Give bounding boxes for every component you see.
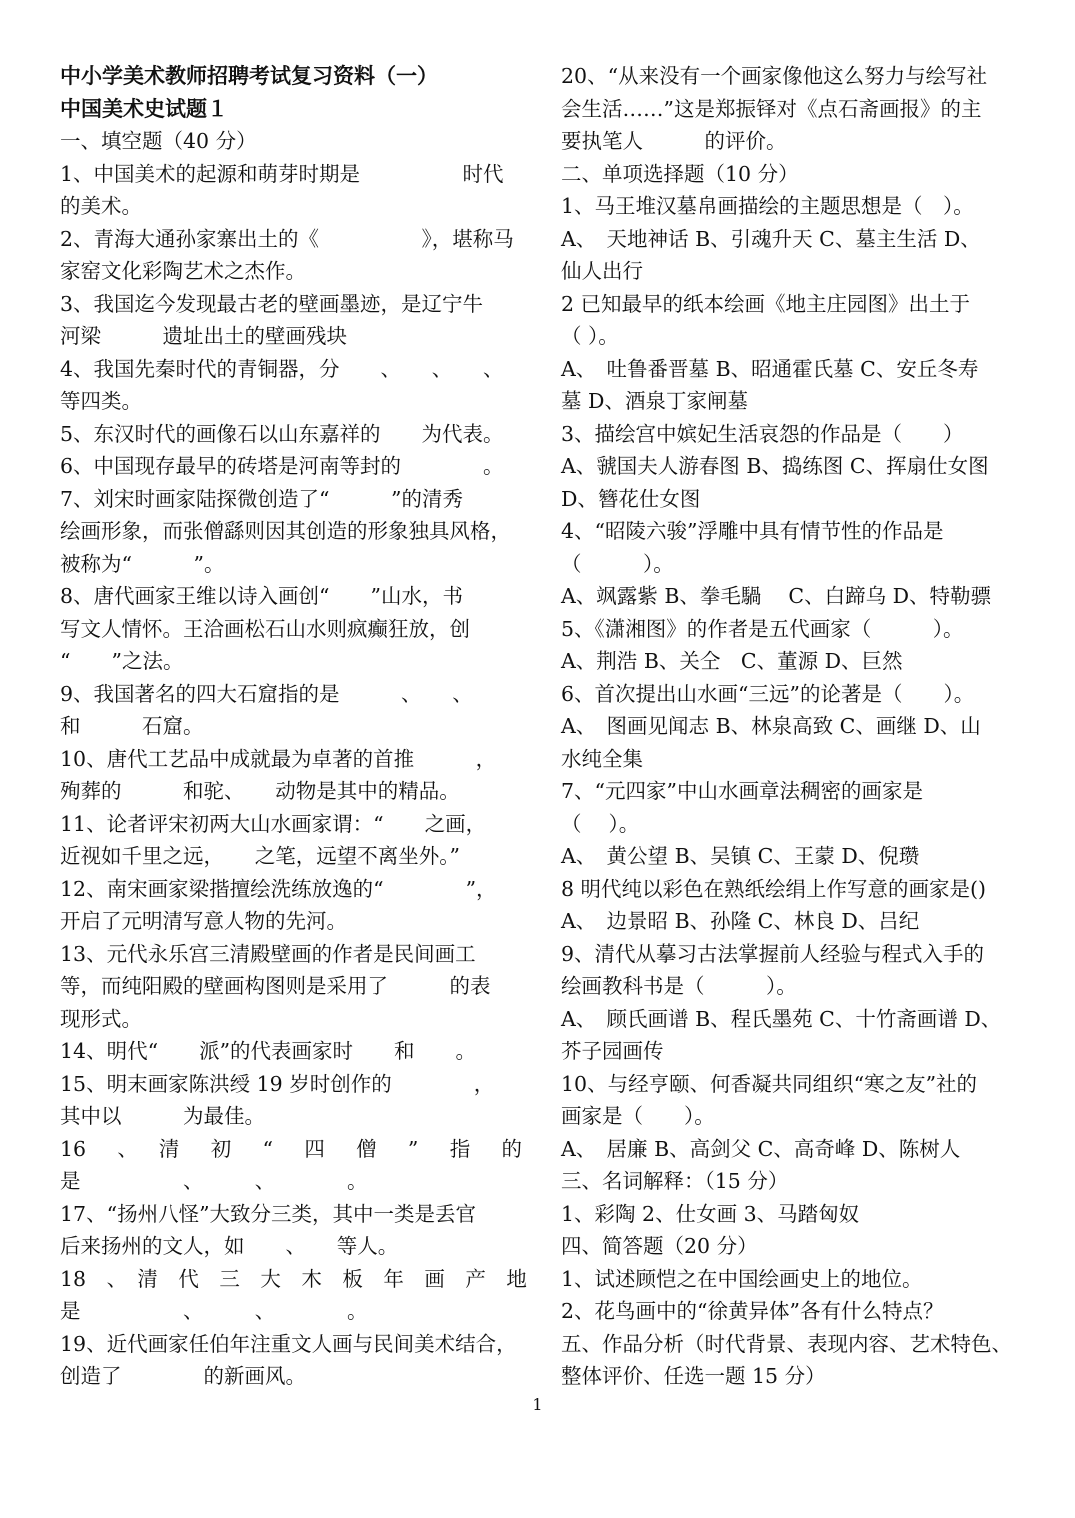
text-line: （ ）。 — [561, 551, 674, 576]
text-line: A、虢国夫人游春图 B、捣练图 C、挥扇仕女图 — [561, 454, 989, 478]
text-line: 7、“元四家”中山水画章法稠密的画家是 — [561, 779, 924, 803]
text-line: 17、“扬州八怪”大致分三类，其中一类是丢官 — [60, 1201, 477, 1226]
text-line: 2 已知最早的纸本绘画《地主庄园图》出土于 — [561, 291, 971, 316]
text-line: 18 、 清 代 三 大 木 板 年 画 产 地 — [60, 1266, 527, 1291]
text-line: 6、中国现存最早的砖塔是河南等封的 。 — [60, 454, 504, 478]
text-line: （ ）。 — [561, 324, 619, 348]
text-line: 4、我国先秦时代的青铜器，分 、 、 、 — [60, 356, 504, 381]
text-line: 画家是（ ）。 — [561, 1104, 715, 1128]
text-line: 会生活……”这是郑振铎对《点石斋画报》的主 — [561, 96, 982, 121]
text-line: A、 图画见闻志 B、林泉高致 C、画继 D、山 — [561, 714, 981, 738]
text-line: 16 、 清 初 “ 四 僧 ” 指 的 — [60, 1136, 522, 1161]
text-line: 要执笔人 的评价。 — [561, 129, 787, 153]
text-line: 6、首次提出山水画“三远”的论著是（ ）。 — [561, 681, 975, 706]
text-line: 水纯全集 — [561, 746, 643, 771]
text-line: D、簪花仕女图 — [561, 486, 701, 511]
text-line: 开启了元明清写意人物的先河。 — [60, 909, 347, 933]
text-line: 创造了 的新画风。 — [60, 1364, 306, 1388]
text-line: 三、名词解释：（15 分） — [561, 1169, 789, 1193]
text-line: 8、唐代画家王维以诗入画创“ ”山水，书 — [60, 584, 464, 608]
text-line: 3、描绘宫中嫔妃生活哀怨的作品是（ ） — [561, 421, 964, 446]
text-line: 整体评价、任选一题 15 分） — [561, 1364, 826, 1388]
text-line: 和 石窟。 — [60, 714, 204, 738]
text-line: A、飒露紫 B、拳毛騧 C、白蹄乌 D、特勒骠 — [561, 584, 992, 608]
text-line: A、 顾氏画谱 B、程氏墨苑 C、十竹斋画谱 D、 — [561, 1006, 1002, 1031]
text-line: 10、唐代工艺品中成就最为卓著的首推 ， — [60, 746, 497, 771]
text-line: 是 、 、 。 — [60, 1169, 368, 1193]
text-line: 的美术。 — [60, 194, 142, 218]
text-line: 4、“昭陵六骏”浮雕中具有情节性的作品是 — [561, 519, 944, 543]
text-line: 2、青海大通孙家寨出土的《 》，堪称马 — [60, 226, 514, 251]
text-line: 1、马王堆汉墓帛画描绘的主题思想是（ ）。 — [561, 194, 974, 218]
text-line: 是 、 、 。 — [60, 1299, 368, 1323]
text-line: 仙人出行 — [561, 259, 643, 283]
text-line: A、 居廉 B、高剑父 C、高奇峰 D、陈树人 — [561, 1136, 961, 1161]
text-line: 中小学美术教师招聘考试复习资料（一） — [60, 63, 438, 88]
text-line: 1、彩陶 2、仕女画 3、马踏匈奴 — [561, 1201, 860, 1226]
text-line: （ ）。 — [561, 811, 640, 836]
text-line: 芥子园画传 — [561, 1039, 664, 1063]
text-line: 家窑文化彩陶艺术之杰作。 — [60, 259, 306, 283]
text-line: 9、清代从摹习古法掌握前人经验与程式入手的 — [561, 941, 985, 966]
text-line: 10、与经亨颐、何香凝共同组织“寒之友”社的 — [561, 1071, 978, 1096]
text-line: 3、我国迄今发现最古老的壁画墨迹，是辽宁牛 — [60, 291, 484, 316]
text-line: 写文人情怀。王洽画松石山水则疯癫狂放，创 — [60, 616, 470, 641]
text-line: 1、中国美术的起源和萌芽时期是 时代 — [60, 161, 504, 186]
text-line: 近视如千里之远， 之笔，远望不离坐外。” — [60, 844, 460, 868]
text-line: 绘画教科书是（ ）。 — [561, 974, 797, 998]
text-line: 四、简答题（20 分） — [561, 1234, 758, 1258]
text-line: A、 吐鲁番晋墓 B、昭通霍氏墓 C、安丘冬寿 — [561, 356, 979, 381]
text-line: 其中以 为最佳。 — [60, 1104, 265, 1128]
text-line: 墓 D、酒泉丁家闸墓 — [561, 389, 748, 413]
text-line: 20、“从来没有一个画家像他这么努力与绘写社 — [561, 64, 988, 88]
text-line: 13、元代永乐宫三清殿壁画的作者是民间画工 — [60, 941, 476, 966]
text-line: “ ”之法。 — [60, 649, 184, 673]
text-line: 1、试述顾恺之在中国绘画史上的地位。 — [561, 1266, 923, 1291]
text-line: 9、我国著名的四大石窟指的是 、 、 — [60, 681, 473, 706]
text-line: 绘画形象，而张僧繇则因其创造的形象独具风格， — [60, 519, 511, 543]
text-line: A、荆浩 B、关仝 C、董源 D、巨然 — [561, 649, 903, 673]
text-line: 5、东汉时代的画像石以山东嘉祥的 为代表。 — [60, 421, 504, 446]
text-line: 河梁 遗址出土的壁画残块 — [60, 324, 347, 348]
text-line: 一、填空题（40 分） — [60, 129, 257, 153]
text-line: A、 黄公望 B、吴镇 C、王蒙 D、倪瓒 — [561, 844, 920, 868]
text-line: 等四类。 — [60, 389, 142, 413]
text-line: 后来扬州的文人，如 、 等人。 — [60, 1234, 399, 1258]
text-line: A、 边景昭 B、孙隆 C、林良 D、吕纪 — [561, 909, 920, 933]
page-number: 1 — [532, 1395, 543, 1414]
text-line: 等，而纯阳殿的壁画构图则是采用了 的表 — [60, 974, 491, 998]
text-line: A、 天地神话 B、引魂升天 C、墓主生活 D、 — [561, 226, 981, 251]
text-line: 8 明代纯以彩色在熟纸绘绢上作写意的画家是() — [561, 876, 987, 901]
text-line: 二、单项选择题（10 分） — [561, 161, 799, 186]
text-line: 11、论者评宋初两大山水画家谓：“ 之画， — [60, 811, 487, 836]
text-line: 7、刘宋时画家陆探微创造了“ ”的清秀 — [60, 486, 464, 511]
text-line: 五、作品分析（时代背景、表现内容、艺术特色、 — [561, 1331, 1012, 1356]
text-line: 19、近代画家任伯年注重文人画与民间美术结合， — [60, 1331, 517, 1356]
text-line: 2、花鸟画中的“徐黄异体”各有什么特点？ — [561, 1299, 944, 1323]
text-line: 中国美术史试题１ — [60, 95, 228, 121]
text-line: 殉葬的 和驼、 动物是其中的精品。 — [60, 779, 460, 803]
text-line: 被称为“ ”。 — [60, 551, 225, 576]
text-line: 15、明末画家陈洪绶 19 岁时创作的 ， — [60, 1071, 495, 1096]
left-column — [60, 60, 527, 1393]
text-line: 12、南宋画家梁揩擅绘洗练放逸的“ ”， — [60, 876, 497, 901]
text-line: 14、明代“ 派”的代表画家时 和 。 — [60, 1039, 477, 1063]
text-line: 现形式。 — [60, 1006, 142, 1031]
right-column — [561, 60, 1025, 1393]
text-line: 5、《潇湘图》的作者是五代画家（ ）。 — [561, 616, 964, 641]
